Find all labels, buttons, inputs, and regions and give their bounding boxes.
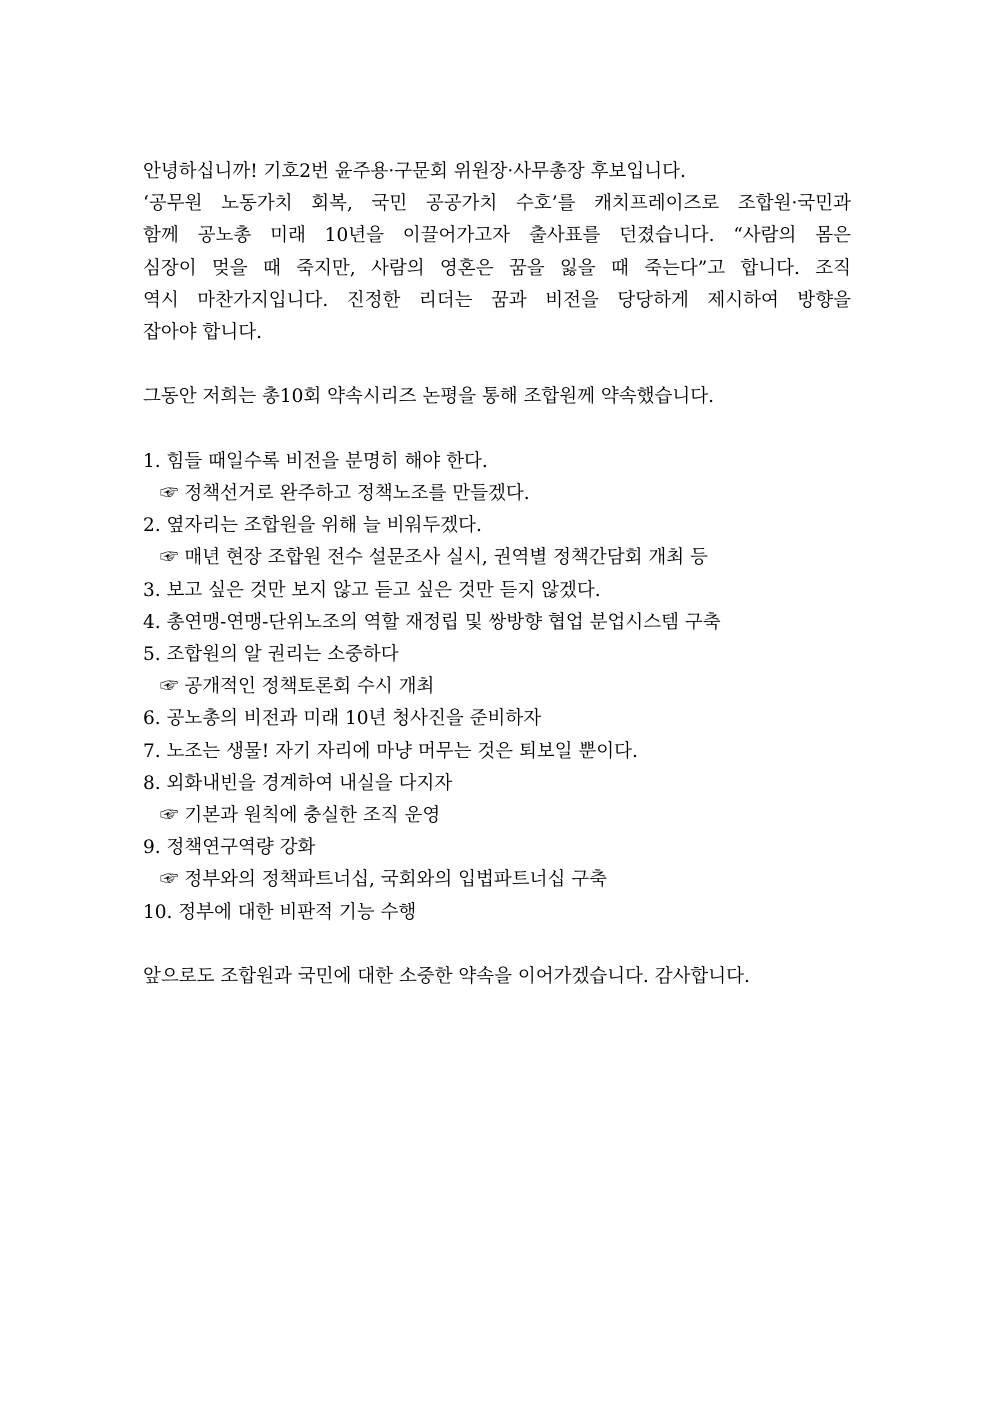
intro-line: 심장이 멎을 때 죽지만, 사람의 영혼은 꿈을 잃을 때 죽는다”고 합니다. 조직: [143, 257, 851, 279]
promise-item: 2. 옆자리는 조합원을 위해 늘 비워두겠다.: [143, 515, 482, 537]
promise-list: [143, 446, 851, 929]
promise-item: 7. 노조는 생물! 자기 자리에 마냥 머무는 것은 퇴보일 뿐이다.: [143, 740, 638, 762]
promise-item: 6. 공노총의 비전과 미래 10년 청사진을 준비하자: [143, 708, 542, 730]
promise-item: 10. 정부에 대한 비판적 기능 수행: [143, 901, 417, 923]
intro-line: 잡아야 합니다.: [143, 322, 262, 344]
intro-line: 역시 마찬가지입니다. 진정한 리더는 꿈과 비전을 당당하게 제시하여 방향을: [143, 289, 851, 311]
promise-item: 8. 외화내빈을 경계하여 내실을 다지자: [143, 772, 453, 794]
greeting-line: 안녕하십니까! 기호2번 윤주용·구문회 위원장·사무총장 후보입니다.: [143, 161, 686, 182]
promise-item: 1. 힘들 때일수록 비전을 분명히 해야 한다.: [143, 450, 488, 472]
promise-item: 4. 총연맹-연맹-단위노조의 역할 재정립 및 쌍방향 협업 분업시스템 구축: [143, 611, 721, 633]
document-body: [143, 156, 851, 993]
promise-item: 9. 정책연구역량 강화: [143, 837, 316, 859]
promise-detail: ☞ 매년 현장 조합원 전수 설문조사 실시, 권역별 정책간담회 개최 등: [160, 547, 708, 569]
intro-paragraph: [143, 188, 851, 349]
blank-line: [143, 414, 851, 446]
intro-line: 함께 공노총 미래 10년을 이끌어가고자 출사표를 던졌습니다. “사람의 몸은: [143, 225, 851, 247]
promise-detail: ☞ 공개적인 정책토론회 수시 개최: [160, 676, 435, 698]
promise-item: 5. 조합원의 알 권리는 소중하다: [143, 644, 399, 666]
blank-line: [143, 349, 851, 381]
promise-item: 3. 보고 싶은 것만 보지 않고 듣고 싶은 것만 듣지 않겠다.: [143, 579, 601, 601]
promise-detail: ☞ 정부와의 정책파트너십, 국회와의 입법파트너십 구축: [160, 869, 607, 891]
series-intro: 그동안 저희는 총10회 약속시리즈 논평을 통해 조합원께 약속했습니다.: [143, 386, 714, 408]
promise-detail: ☞ 기본과 원칙에 충실한 조직 운영: [160, 805, 441, 827]
closing-line: 앞으로도 조합원과 국민에 대한 소중한 약속을 이어가겠습니다. 감사합니다.: [143, 966, 750, 988]
promise-detail: ☞ 정책선거로 완주하고 정책노조를 만들겠다.: [160, 483, 530, 504]
intro-line: ‘공무원 노동가치 회복, 국민 공공가치 수호’를 캐치프레이즈로 조합원·국민과: [143, 193, 851, 215]
blank-line: [143, 929, 851, 961]
